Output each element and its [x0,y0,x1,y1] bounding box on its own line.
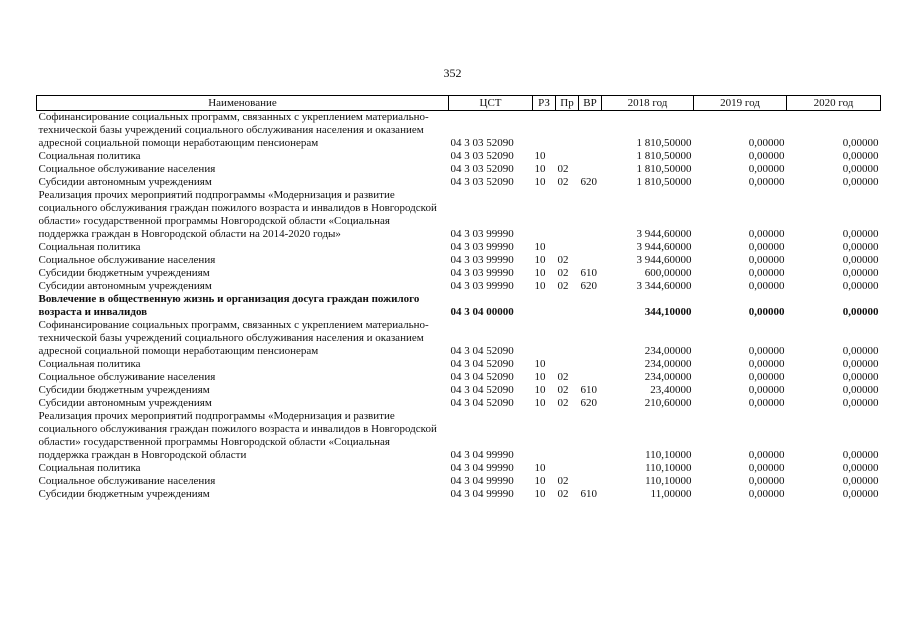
row-pr: 02 [557,280,569,292]
row-pr [556,111,579,151]
row-rz: 10 [534,241,546,253]
row-2018: 110,10000 [645,449,692,461]
row-rz: 10 [534,254,546,266]
row-name: Социальное обслуживание населения [38,254,216,266]
row-2020: 0,00000 [842,475,879,487]
header-2020: 2020 год [787,96,881,111]
row-2020: 0,00000 [842,397,879,409]
table-header [37,96,881,111]
row-name: Софинансирование социальных программ, связанных с укреплением материально-технической базы учреждений социального обслуживания населения и оказанием адресной социальной помощи неработающим пенсионерам [38,111,429,149]
row-name: Социальное обслуживание населения [38,371,216,383]
row-cst: 04 3 03 52090 [450,176,514,188]
row-vr [579,462,602,475]
header-name: Наименование [37,96,449,111]
table-row [37,293,881,319]
table-row [37,254,881,267]
row-name: Социальное обслуживание населения [38,475,216,487]
row-vr [579,319,602,358]
row-2018: 3 944,60000 [636,228,692,240]
row-cst: 04 3 03 99990 [450,280,514,292]
row-vr [579,475,602,488]
row-pr [556,150,579,163]
row-rz [533,319,556,358]
table-row [37,163,881,176]
row-name: Субсидии автономным учреждениям [38,397,212,409]
row-pr: 02 [557,254,569,266]
row-name: Субсидии бюджетным учреждениям [38,267,210,279]
row-rz: 10 [534,176,546,188]
row-name: Социальная политика [38,358,141,370]
row-cst: 04 3 03 99990 [450,241,514,253]
row-2020: 0,00000 [842,228,879,240]
row-2019: 0,00000 [748,137,785,149]
table-row [37,371,881,384]
row-pr: 02 [557,384,569,396]
row-vr: 620 [580,176,597,188]
row-pr: 02 [557,267,569,279]
row-2019: 0,00000 [748,345,785,357]
row-pr [556,293,579,319]
row-vr [579,293,602,319]
row-vr [579,371,602,384]
row-pr: 02 [557,176,569,188]
row-vr [579,410,602,462]
row-name: Субсидии бюджетным учреждениям [38,384,210,396]
row-vr [579,254,602,267]
row-2020: 0,00000 [842,306,879,318]
row-pr: 02 [557,371,569,383]
row-vr: 620 [580,280,597,292]
row-rz [533,111,556,151]
row-2020: 0,00000 [842,241,879,253]
row-cst: 04 3 04 99990 [450,475,514,487]
header-pr: Пр [556,96,579,111]
row-vr: 610 [580,267,597,279]
header-cst: ЦСТ [449,96,533,111]
row-name: Реализация прочих мероприятий подпрограммы «Модернизация и развитие социального обслуживания граждан пожилого возраста и инвалидов в Новгородской области» государственной программы Новгородской области «Социальная поддержка граждан в Новгородской области на 2014-2020 годы» [38,189,437,240]
row-2019: 0,00000 [748,397,785,409]
row-rz: 10 [534,475,546,487]
row-name: Субсидии автономным учреждениям [38,176,212,188]
row-pr [556,241,579,254]
row-2020: 0,00000 [842,254,879,266]
row-rz: 10 [534,371,546,383]
row-cst: 04 3 04 52090 [450,397,514,409]
row-2019: 0,00000 [748,228,785,240]
row-2020: 0,00000 [842,163,879,175]
row-cst: 04 3 03 52090 [450,137,514,149]
row-pr [556,462,579,475]
row-pr [556,358,579,371]
row-cst: 04 3 03 52090 [450,150,514,162]
table-row [37,176,881,189]
row-2019: 0,00000 [748,280,785,292]
row-2018: 234,00000 [644,371,692,383]
row-cst: 04 3 04 99990 [450,449,514,461]
row-2020: 0,00000 [842,384,879,396]
row-2018: 1 810,50000 [636,176,692,188]
row-pr [556,319,579,358]
row-cst: 04 3 03 52090 [450,163,514,175]
row-2020: 0,00000 [842,488,879,500]
row-name: Субсидии бюджетным учреждениям [38,488,210,500]
row-pr [556,189,579,241]
header-2019: 2019 год [694,96,787,111]
table-row [37,319,881,358]
row-2020: 0,00000 [842,176,879,188]
row-cst: 04 3 04 99990 [450,488,514,500]
table-row [37,397,881,410]
row-vr [579,150,602,163]
row-2018: 3 944,60000 [636,254,692,266]
table-row [37,189,881,241]
row-cst: 04 3 03 99990 [450,267,514,279]
row-2018: 110,10000 [645,462,692,474]
page-number: 352 [443,66,462,80]
row-pr: 02 [557,163,569,175]
row-2019: 0,00000 [748,254,785,266]
row-vr [579,241,602,254]
row-vr [579,189,602,241]
table-row [37,358,881,371]
row-rz [533,410,556,462]
table-row [37,462,881,475]
row-rz: 10 [534,462,546,474]
row-2020: 0,00000 [842,358,879,370]
row-2018: 600,00000 [644,267,692,279]
row-2019: 0,00000 [748,163,785,175]
row-vr [579,163,602,176]
row-rz: 10 [534,150,546,162]
row-cst: 04 3 04 99990 [450,462,514,474]
row-cst: 04 3 04 00000 [450,306,514,318]
row-2019: 0,00000 [748,371,785,383]
row-2018: 344,10000 [644,306,692,318]
row-pr: 02 [557,397,569,409]
header-2018: 2018 год [602,96,694,111]
row-2020: 0,00000 [842,449,879,461]
table-row [37,384,881,397]
row-name: Социальная политика [38,150,141,162]
row-cst: 04 3 03 99990 [450,254,514,266]
header-vr: ВР [579,96,602,111]
row-rz: 10 [534,163,546,175]
row-2019: 0,00000 [748,475,785,487]
row-cst: 04 3 04 52090 [450,358,514,370]
row-2019: 0,00000 [748,176,785,188]
table-row [37,267,881,280]
row-2018: 234,00000 [644,345,692,357]
row-rz: 10 [534,280,546,292]
row-2019: 0,00000 [748,358,785,370]
row-pr [556,410,579,462]
row-2020: 0,00000 [842,371,879,383]
row-name: Вовлечение в общественную жизнь и организация досуга граждан пожилого возраста и инвалидов [38,293,420,318]
row-2018: 3 944,60000 [636,241,692,253]
table-row [37,488,881,501]
row-rz: 10 [534,488,546,500]
table-row [37,280,881,293]
row-rz: 10 [534,384,546,396]
row-2019: 0,00000 [748,449,785,461]
row-rz [533,189,556,241]
row-name: Социальное обслуживание населения [38,163,216,175]
row-2019: 0,00000 [748,267,785,279]
table-row [37,410,881,462]
row-vr: 610 [580,384,597,396]
row-pr: 02 [557,475,569,487]
row-name: Реализация прочих мероприятий подпрограммы «Модернизация и развитие социального обслуживания граждан пожилого возраста и инвалидов в Новгородской области» государственной программы Новгородской области «Социальная поддержка граждан в Новгородской области [38,410,437,461]
row-2020: 0,00000 [842,267,879,279]
row-vr: 610 [580,488,597,500]
table-row [37,475,881,488]
row-pr: 02 [557,488,569,500]
row-rz [533,293,556,319]
row-2019: 0,00000 [748,306,785,318]
row-vr [579,111,602,151]
row-2018: 1 810,50000 [636,137,692,149]
row-2018: 210,60000 [644,397,692,409]
row-rz: 10 [534,397,546,409]
row-2020: 0,00000 [842,345,879,357]
row-vr [579,358,602,371]
row-2018: 110,10000 [645,475,692,487]
row-2019: 0,00000 [748,384,785,396]
row-cst: 04 3 04 52090 [450,384,514,396]
row-cst: 04 3 03 99990 [450,228,514,240]
row-2019: 0,00000 [748,462,785,474]
row-vr: 620 [580,397,597,409]
row-2018: 23,40000 [650,384,692,396]
table-row [37,241,881,254]
row-2018: 3 344,60000 [636,280,692,292]
row-rz: 10 [534,358,546,370]
row-2019: 0,00000 [748,241,785,253]
row-2018: 11,00000 [650,488,692,500]
header-row [37,96,881,111]
row-2018: 1 810,50000 [636,150,692,162]
header-rz: РЗ [533,96,556,111]
row-cst: 04 3 04 52090 [450,371,514,383]
row-cst: 04 3 04 52090 [450,345,514,357]
row-2018: 1 810,50000 [636,163,692,175]
row-name: Социальная политика [38,462,141,474]
table-body [37,111,881,502]
budget-table [36,95,881,501]
row-2020: 0,00000 [842,462,879,474]
row-name: Субсидии автономным учреждениям [38,280,212,292]
row-name: Софинансирование социальных программ, связанных с укреплением материально-технической базы учреждений социального обслуживания населения и оказанием адресной социальной помощи неработающим пенсионерам [38,319,429,357]
row-2019: 0,00000 [748,488,785,500]
row-2020: 0,00000 [842,150,879,162]
row-2018: 234,00000 [644,358,692,370]
table-row [37,150,881,163]
row-2020: 0,00000 [842,137,879,149]
row-2019: 0,00000 [748,150,785,162]
table-row [37,111,881,151]
row-rz: 10 [534,267,546,279]
row-name: Социальная политика [38,241,141,253]
row-2020: 0,00000 [842,280,879,292]
